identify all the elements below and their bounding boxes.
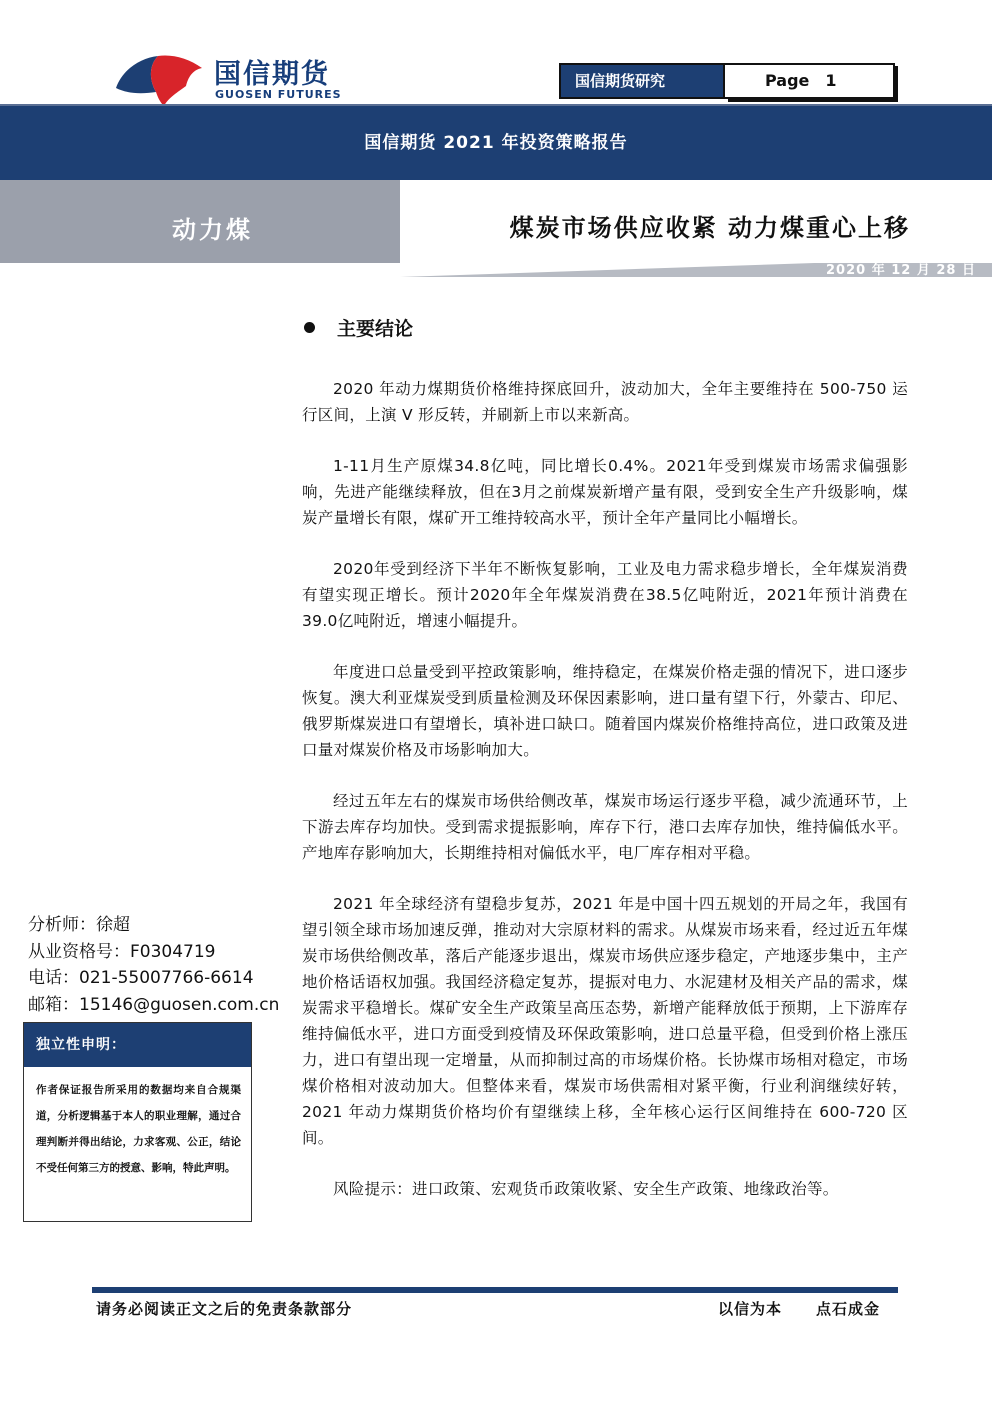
analyst-license: 从业资格号：F0304719 [28,941,216,962]
footer-motto-1: 以信为本 [718,1300,783,1318]
section-heading [304,314,413,341]
report-date: 2020 年 12 月 28 日 [826,263,976,278]
report-banner [0,104,992,180]
paragraph: 2020 年动力煤期货价格维持探底回升，波动加大，全年主要维持在 500-750 运行区间，上演 V 形反转，并刷新上市以来新高。 [302,380,908,424]
banner-title: 国信期货 2021 年投资策略报告 [364,133,628,153]
analyst-info [28,912,288,1018]
footer-motto [710,1298,900,1319]
independence-statement-text: 作者保证报告所采用的数据均来自合规渠道，分析逻辑基于本人的职业理解，通过合理判断并得出结论，力求客观、公正，结论不受任何第三方的授意、影响，特此声明。 [36,1084,241,1174]
footer-motto-2: 点石成金 [816,1300,881,1318]
page-indicator [725,63,895,99]
page-label: Page [765,71,810,90]
sector-label: 动力煤 [172,216,253,244]
department-tab: 国信期货研究 [559,63,725,99]
conclusions-body [302,376,908,1227]
bullet-icon [304,322,315,333]
analyst-name: 分析师：徐超 [28,915,130,935]
section-heading-text: 主要结论 [337,318,414,340]
paragraph: 经过五年左右的煤炭市场供给侧改革，煤炭市场运行逐步平稳，减少流通环节，上下游去库存均加快。受到需求提振影响，库存下行，港口去库存加快，维持偏低水平。产地库存影响加大，长期维持相对偏低水平，电厂库存相对平稳。 [302,792,908,862]
date-bar [400,255,992,277]
analyst-email[interactable]: 邮箱：15146@guosen.com.cn [28,994,280,1015]
sector-bar [0,180,400,263]
footer-divider [92,1287,898,1293]
paragraph: 1-11月生产原煤34.8亿吨，同比增长0.4%。2021年受到煤炭市场需求偏强影响，先进产能继续释放，但在3月之前煤炭新增产量有限，受到安全生产升级影响，煤炭产量增长有限，煤矿开工维持较高水平，预计全年产量同比小幅增长。 [302,457,908,527]
risk-warning: 风险提示：进口政策、宏观货币政策收紧、安全生产政策、地缘政治等。 [333,1180,839,1198]
paragraph: 2021 年全球经济有望稳步复苏，2021 年是中国十四五规划的开局之年，我国有望引领全球市场加速反弹，推动对大宗原材料的需求。从煤炭市场来看，经过近五年煤炭市场供给侧改革，落后产能逐步退出，煤炭市场供应逐步稳定，产地逐步集中，主产地价格话语权加强。我国经济稳定复苏，提振对电力、水泥建材及相关产品的需求，煤炭需求平稳增长。煤矿安全生产政策呈高压态势，新增产能释放低于预期，上下游库存维持偏低水平，进口方面受到疫情及环保政策影响，进口总量平稳，但受到价格上涨压力，进口有望出现一定增量，从而抑制过高的市场煤价格。长协煤市场相对稳定，市场煤价格相对波动加大。但整体来看，煤炭市场供需相对紧平衡，行业利润继续好转，2021 年动力煤期货价格均价有望继续上移，全年核心运行区间维持在 600-720 区间。 [302,895,908,1147]
report-headline: 煤炭市场供应收紧 动力煤重心上移 [509,214,910,242]
footer-notice: 请务必阅读正文之后的免责条款部分 [96,1300,353,1318]
analyst-phone: 电话：021-55007766-6614 [28,968,254,988]
independence-statement-title: 独立性申明： [24,1023,251,1067]
independence-statement [23,1022,252,1222]
paragraph: 2020年受到经济下半年不断恢复影响，工业及电力需求稳步增长，全年煤炭消费有望实现正增长。预计2020年全年煤炭消费在38.5亿吨附近，2021年预计消费在39.0亿吨附近，增速小幅提升。 [302,560,908,630]
paragraph: 年度进口总量受到平控政策影响，维持稳定，在煤炭价格走强的情况下，进口逐步恢复。澳大利亚煤炭受到质量检测及环保因素影响，进口量有望下行，外蒙古、印尼、俄罗斯煤炭进口有望增长，填补进口缺口。随着国内煤炭价格维持高位，进口政策及进口量对煤炭价格及市场影响加大。 [302,663,908,759]
page-number: 1 [825,71,837,90]
logo-name-en: GUOSEN FUTURES [215,88,342,101]
logo-name-cn: 国信期货 [214,59,330,90]
